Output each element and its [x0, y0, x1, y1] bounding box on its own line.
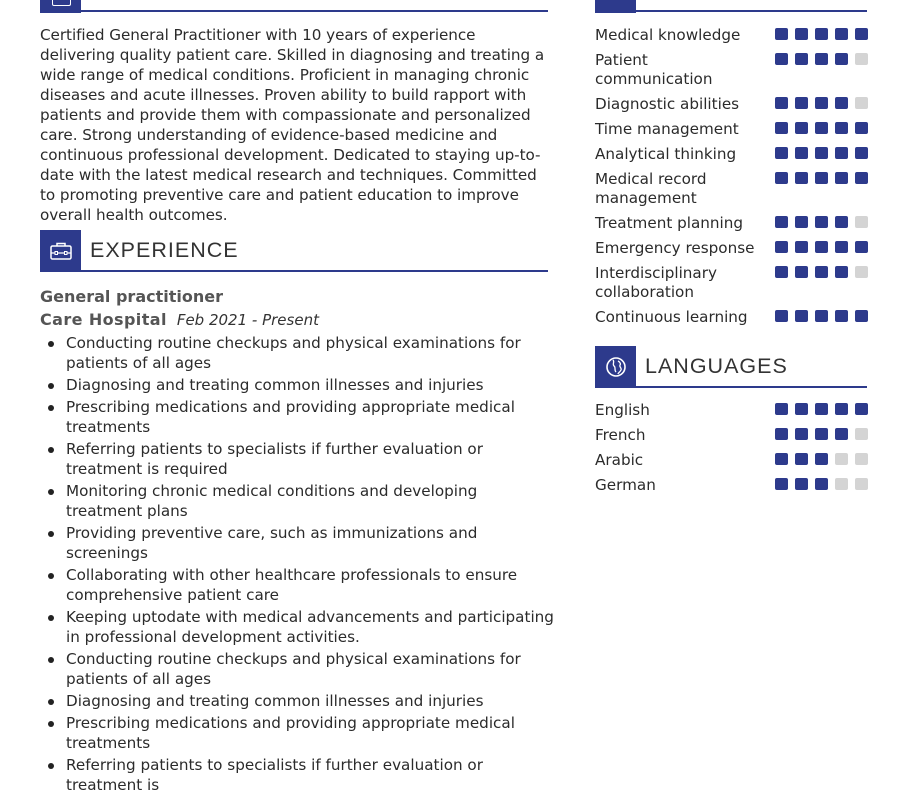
- list-item: [40, 397, 555, 437]
- rating-dots: [775, 172, 868, 184]
- section-rule: [40, 270, 548, 272]
- language-label: German: [595, 476, 656, 494]
- rating-dot-filled: [775, 310, 788, 322]
- list-item: [40, 333, 555, 373]
- rating-dot-filled: [775, 216, 788, 228]
- rating-dot-filled: [815, 478, 828, 490]
- rating-dot-filled: [795, 97, 808, 109]
- rating-dot-filled: [815, 403, 828, 415]
- rating-dot-filled: [835, 403, 848, 415]
- rating-dot-filled: [835, 241, 848, 253]
- list-item-text: Keeping uptodate with medical advancements and participating in professional development activities.: [66, 608, 554, 646]
- list-item: [40, 439, 555, 479]
- skill-label: Emergency response: [595, 239, 755, 257]
- rating-dots: [775, 478, 868, 490]
- rating-dot-filled: [835, 53, 848, 65]
- list-item: [40, 375, 555, 395]
- list-item-text: Collaborating with other healthcare professionals to ensure comprehensive patient care: [66, 566, 518, 604]
- rating-dot-filled: [835, 172, 848, 184]
- bullet-icon: [48, 489, 54, 495]
- rating-dot-filled: [775, 28, 788, 40]
- rating-dots: [775, 122, 868, 134]
- list-item-text: Diagnosing and treating common illnesses and injuries: [66, 376, 484, 394]
- list-item-text: Monitoring chronic medical conditions and developing treatment plans: [66, 482, 478, 520]
- section-rule: [40, 10, 548, 12]
- bullet-icon: [48, 447, 54, 453]
- bullet-icon: [48, 383, 54, 389]
- rating-dot-empty: [855, 266, 868, 278]
- rating-dot-filled: [775, 172, 788, 184]
- rating-dot-filled: [835, 216, 848, 228]
- skill-label: Time management: [595, 120, 739, 138]
- rating-dot-filled: [815, 147, 828, 159]
- rating-dot-filled: [855, 147, 868, 159]
- list-item-text: Conducting routine checkups and physical examinations for patients of all ages: [66, 334, 521, 372]
- rating-dot-filled: [775, 53, 788, 65]
- list-item-text: Conducting routine checkups and physical examinations for patients of all ages: [66, 650, 521, 688]
- rating-dot-filled: [795, 216, 808, 228]
- list-item: [40, 649, 555, 689]
- bullet-icon: [48, 721, 54, 727]
- skill-label: Diagnostic abilities: [595, 95, 740, 113]
- rating-dot-filled: [815, 28, 828, 40]
- bullet-icon: [48, 573, 54, 579]
- rating-dot-filled: [775, 478, 788, 490]
- skill-label: Treatment planning: [595, 214, 744, 232]
- skill-label: Medical record management: [595, 170, 707, 207]
- list-item-text: Referring patients to specialists if further evaluation or treatment is required: [66, 440, 483, 478]
- bullet-icon: [48, 341, 54, 347]
- list-item: [40, 565, 555, 605]
- list-item: [40, 607, 555, 647]
- list-item: [40, 523, 555, 563]
- skills-section-header: [595, 0, 867, 13]
- languages-section-header: [595, 346, 867, 388]
- rating-dots: [775, 266, 868, 278]
- rating-dot-filled: [855, 172, 868, 184]
- job-responsibilities: [40, 333, 555, 797]
- rating-dot-filled: [835, 97, 848, 109]
- rating-dot-filled: [775, 453, 788, 465]
- rating-dots: [775, 403, 868, 415]
- summary-text: Certified General Practitioner with 10 years of experience delivering quality patient care. Skilled in diagnosing and treating a wide range of medical conditions. Proficient in managing chronic diseases and acute illnesses. Proven ability to build rapport with patients and provide them with compassionate and personalized care. Strong understanding of evidence-based medicine and continuous professional development. Dedicated to staying up-to-date with the latest medical research and techniques. Committed to promoting preventive care and patient education to improve overall health outcomes.: [40, 26, 545, 224]
- rating-dot-empty: [835, 453, 848, 465]
- rating-dot-filled: [835, 28, 848, 40]
- rating-dot-filled: [775, 122, 788, 134]
- rating-dot-empty: [855, 428, 868, 440]
- language-label: Arabic: [595, 451, 644, 469]
- rating-dot-filled: [855, 241, 868, 253]
- skill-label: Interdisciplinary collaboration: [595, 264, 717, 301]
- bullet-icon: [48, 657, 54, 663]
- rating-dot-filled: [775, 403, 788, 415]
- rating-dot-filled: [775, 428, 788, 440]
- rating-dot-empty: [855, 97, 868, 109]
- skill-label: Analytical thinking: [595, 145, 737, 163]
- list-item-text: Referring patients to specialists if further evaluation or treatment is: [66, 756, 483, 794]
- list-item-text: Providing preventive care, such as immunizations and screenings: [66, 524, 478, 562]
- list-item: [40, 691, 555, 711]
- globe-icon: [605, 356, 627, 378]
- rating-dot-filled: [775, 266, 788, 278]
- bullet-icon: [48, 405, 54, 411]
- section-rule: [595, 386, 867, 388]
- skill-label: Medical knowledge: [595, 26, 741, 44]
- section-title: EXPERIENCE: [90, 238, 239, 262]
- rating-dot-filled: [795, 428, 808, 440]
- rating-dot-filled: [855, 310, 868, 322]
- rating-dot-filled: [815, 453, 828, 465]
- rating-dot-filled: [795, 172, 808, 184]
- company-name: Care Hospital: [40, 310, 167, 329]
- bullet-icon: [48, 531, 54, 537]
- rating-dot-filled: [795, 310, 808, 322]
- rating-dot-filled: [855, 28, 868, 40]
- rating-dots: [775, 28, 868, 40]
- rating-dot-filled: [855, 403, 868, 415]
- rating-dots: [775, 97, 868, 109]
- rating-dots: [775, 216, 868, 228]
- rating-dot-empty: [855, 453, 868, 465]
- rating-dots: [775, 147, 868, 159]
- briefcase-icon: [50, 242, 72, 260]
- section-rule: [595, 10, 867, 12]
- list-item-text: Diagnosing and treating common illnesses and injuries: [66, 692, 484, 710]
- rating-dot-filled: [835, 147, 848, 159]
- rating-dots: [775, 53, 868, 65]
- rating-dot-filled: [835, 266, 848, 278]
- list-item-text: Prescribing medications and providing appropriate medical treatments: [66, 714, 515, 752]
- rating-dot-filled: [815, 172, 828, 184]
- language-label: English: [595, 401, 650, 419]
- rating-dot-filled: [815, 241, 828, 253]
- rating-dot-filled: [795, 453, 808, 465]
- rating-dot-filled: [815, 310, 828, 322]
- rating-dot-filled: [795, 403, 808, 415]
- rating-dot-filled: [795, 266, 808, 278]
- rating-dot-filled: [795, 122, 808, 134]
- rating-dot-filled: [815, 97, 828, 109]
- rating-dot-filled: [775, 147, 788, 159]
- list-item-text: Prescribing medications and providing appropriate medical treatments: [66, 398, 515, 436]
- rating-dot-filled: [815, 216, 828, 228]
- rating-dot-filled: [795, 147, 808, 159]
- skill-label: Continuous learning: [595, 308, 748, 326]
- rating-dot-filled: [835, 310, 848, 322]
- rating-dot-filled: [815, 53, 828, 65]
- rating-dot-filled: [835, 122, 848, 134]
- rating-dot-filled: [795, 28, 808, 40]
- job-meta: [40, 310, 319, 329]
- section-title: LANGUAGES: [645, 354, 788, 378]
- languages-icon-box: [595, 346, 636, 388]
- bullet-icon: [48, 763, 54, 769]
- rating-dot-filled: [775, 241, 788, 253]
- rating-dot-filled: [855, 122, 868, 134]
- rating-dot-empty: [855, 478, 868, 490]
- profile-icon: [52, 0, 71, 6]
- rating-dot-empty: [835, 478, 848, 490]
- skill-label: Patient communication: [595, 51, 713, 88]
- rating-dot-filled: [795, 53, 808, 65]
- list-item: [40, 481, 555, 521]
- bullet-icon: [48, 699, 54, 705]
- job-title: General practitioner: [40, 287, 223, 306]
- rating-dots: [775, 453, 868, 465]
- rating-dot-filled: [775, 97, 788, 109]
- rating-dots: [775, 310, 868, 322]
- list-item: [40, 713, 555, 753]
- rating-dot-filled: [795, 241, 808, 253]
- rating-dot-empty: [855, 216, 868, 228]
- rating-dot-filled: [815, 266, 828, 278]
- rating-dot-filled: [795, 478, 808, 490]
- experience-icon-box: [40, 230, 81, 272]
- rating-dot-empty: [855, 53, 868, 65]
- rating-dots: [775, 428, 868, 440]
- experience-section-header: [40, 230, 548, 272]
- rating-dot-filled: [835, 428, 848, 440]
- rating-dots: [775, 241, 868, 253]
- rating-dot-filled: [815, 428, 828, 440]
- bullet-icon: [48, 615, 54, 621]
- summary-section-header: [40, 0, 548, 13]
- job-dates: Feb 2021 - Present: [176, 311, 319, 329]
- list-item: [40, 755, 555, 795]
- language-label: French: [595, 426, 646, 444]
- rating-dot-filled: [815, 122, 828, 134]
